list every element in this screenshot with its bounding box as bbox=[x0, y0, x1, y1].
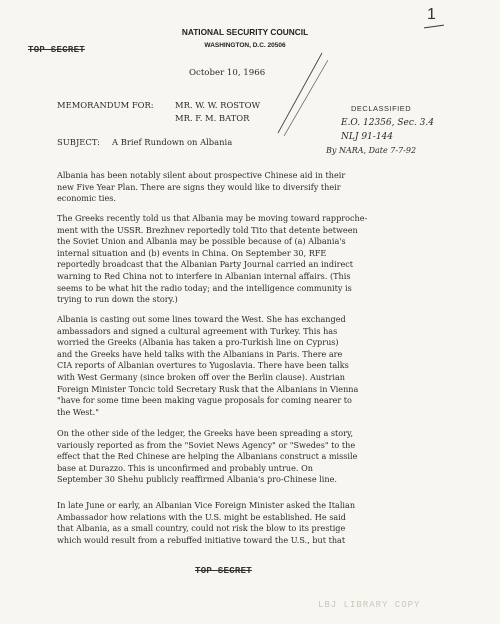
paragraph-line: Albania is casting out some lines toward the West. She has exchanged bbox=[57, 314, 346, 324]
subject-label: SUBJECT: bbox=[57, 137, 100, 147]
memo-recipient-2: MR. F. M. BATOR bbox=[175, 113, 250, 123]
paragraph-line: effect that the Red Chinese are helping the Albanians construct a missile bbox=[57, 451, 358, 462]
paragraph-line: base at Durazzo. This is unconfirmed and probably untrue. On bbox=[57, 462, 313, 473]
paragraph-line: that Albania, as a small country, could not risk the blow to its prestige bbox=[57, 523, 346, 534]
paragraph-line: seems to be what hit the radio today; and the intelligence community is bbox=[57, 282, 352, 293]
memo-for-label: MEMORANDUM FOR: bbox=[57, 100, 154, 110]
paragraph-line: the Soviet Union and Albania may be possible because of (a) Albania's bbox=[57, 236, 346, 247]
library-copy-stamp: LBJ LIBRARY COPY bbox=[318, 600, 421, 610]
paragraph-line: worried the Greeks (Albania has taken a pro-Turkish line on Cyprus) bbox=[57, 337, 339, 348]
memo-date: October 10, 1966 bbox=[189, 68, 266, 78]
paragraph-line: warning to Red China not to interfere in Albanian internal affairs. (This bbox=[57, 270, 351, 281]
memo-recipient-1: MR. W. W. ROSTOW bbox=[175, 100, 261, 110]
paragraph-line: The Greeks recently told us that Albania may be moving toward rapproche- bbox=[57, 213, 368, 223]
paragraph-line: Foreign Minister Toncic told Secretary Rusk that the Albanians in Vienna bbox=[57, 383, 359, 394]
paragraph-ussr bbox=[57, 213, 477, 306]
page-number: 1 bbox=[427, 6, 436, 23]
pen-slash-marks bbox=[270, 48, 330, 138]
paragraph-west bbox=[57, 314, 477, 418]
declassified-stamp-line1: E.O. 12356, Sec. 3.4 bbox=[341, 118, 434, 128]
paragraph-aid bbox=[57, 170, 477, 205]
paragraph-line: trying to run down the story.) bbox=[57, 294, 178, 305]
declassified-stamp-line3: By NARA, Date 7-7-92 bbox=[326, 146, 417, 155]
paragraph-line: "have for some time been making vague proposals for coming nearer to bbox=[57, 395, 352, 406]
classification-bottom: TOP SECRET bbox=[195, 566, 253, 576]
paragraph-line: On the other side of the ledger, the Greeks have been spreading a story, bbox=[57, 428, 354, 438]
page-number-underline bbox=[424, 25, 444, 29]
paragraph-line: and the Greeks have held talks with the Albanians in Paris. There are bbox=[57, 348, 343, 359]
paragraph-ledger bbox=[57, 428, 477, 486]
paragraph-line: Albania has been notably silent about prospective Chinese aid in their bbox=[57, 170, 346, 180]
paragraph-italy bbox=[57, 500, 477, 546]
paragraph-line: September 30 Shehu publicly reaffirmed Albania's pro-Chinese line. bbox=[57, 474, 337, 485]
paragraph-line: In late June or early, an Albanian Vice Foreign Minister asked the Italian bbox=[57, 500, 356, 510]
paragraph-line: with West Germany (since broken off over the Berlin clause). Austrian bbox=[57, 371, 346, 382]
paragraph-line: ambassadors and signed a cultural agreement with Turkey. This has bbox=[57, 325, 338, 336]
paragraph-line: ment with the USSR. Brezhnev reportedly told Tito that detente between bbox=[57, 224, 358, 235]
classification-top: TOP SECRET bbox=[28, 45, 86, 55]
paragraph-line: the West." bbox=[57, 406, 99, 417]
paragraph-line: variously reported as from the "Soviet News Agency" or "Swedes" to the bbox=[57, 439, 356, 450]
subject-text: A Brief Rundown on Albania bbox=[112, 137, 233, 147]
declassified-stamp-line2: NLJ 91-144 bbox=[341, 132, 393, 142]
letterhead-org: NATIONAL SECURITY COUNCIL bbox=[181, 27, 309, 37]
letterhead-address: WASHINGTON, D.C. 20506 bbox=[204, 42, 286, 49]
paragraph-line: economic ties. bbox=[57, 193, 117, 204]
paragraph-line: Ambassador how relations with the U.S. might be established. He said bbox=[57, 511, 346, 522]
paragraph-line: reportedly broadcast that the Albanian Party Journal carried an indirect bbox=[57, 259, 354, 270]
paragraph-line: internal situation and (b) events in China. On September 30, RFE bbox=[57, 247, 327, 258]
declassified-stamp-title: DECLASSIFIED bbox=[351, 104, 412, 113]
paragraph-line: new Five Year Plan. There are signs they would like to diversify their bbox=[57, 181, 341, 192]
paragraph-line: which would result from a rebuffed initiative toward the U.S., but that bbox=[57, 534, 346, 545]
paragraph-line: CIA reports of Albanian overtures to Yugoslavia. There have been talks bbox=[57, 360, 349, 371]
